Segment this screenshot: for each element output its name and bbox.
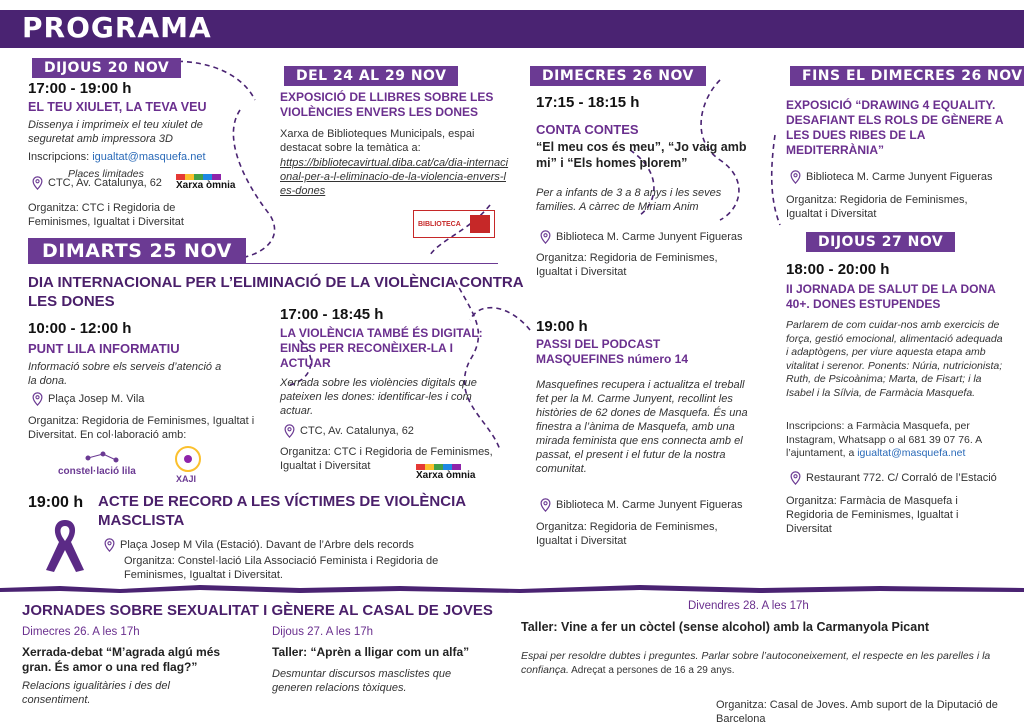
event-date: Divendres 28. A les 17h: [688, 600, 809, 612]
event-title: CONTA CONTES: [536, 122, 639, 137]
constellacio-lila-logo: [58, 448, 150, 482]
event-time: 17:00 - 18:45 h: [280, 306, 384, 323]
location-pin-icon: [540, 498, 551, 512]
event-description-main: Espai per resoldre dubtes i preguntes. Parlar sobre l’autoconeixement, el respecte en les parelles i la confiança.: [521, 650, 991, 676]
event-time: 18:00 - 20:00 h: [786, 261, 890, 278]
event-title: Taller: Vine a fer un còctel (sense alcohol) amb la Carmanyola Picant: [521, 620, 930, 634]
organizer: Organitza: Regidoria de Feminismes, Igualtat i Diversitat. En col·laboració amb:: [28, 415, 255, 441]
location-pin-icon: [284, 424, 295, 438]
location-text: Restaurant 772. C/ Corraló de l’Estació: [806, 472, 997, 484]
event-location: [32, 176, 162, 190]
event-description: Relacions igualitàries i des del consentiment.: [22, 680, 170, 706]
event-title: LA VIOLÈNCIA TAMBÉ ÉS DIGITAL: EINES PER RECONÈIXER-LA I ACTUAR: [280, 326, 483, 370]
location-text: Biblioteca M. Carme Junyent Figueras: [556, 499, 743, 511]
xarxa-logo-text: Xarxa òmnia: [416, 470, 476, 481]
xaji-logo: [170, 444, 206, 484]
footer-heading: JORNADES SOBRE SEXUALITAT I GÈNERE AL CASAL DE JOVES: [22, 602, 493, 619]
ribbon-icon: [42, 516, 88, 574]
date-badge-tue25: DIMARTS 25 NOV: [28, 238, 246, 264]
location-text: Biblioteca M. Carme Junyent Figueras: [806, 171, 993, 183]
email-link[interactable]: igualtat@masquefa.net: [857, 447, 966, 459]
event-time: 10:00 - 12:00 h: [28, 320, 132, 337]
date-badge-wed26: DIMECRES 26 NOV: [530, 66, 706, 86]
event-time: 17:15 - 18:15 h: [536, 94, 640, 111]
event-title: EXPOSICIÓ DE LLIBRES SOBRE LES VIOLÈNCIES ENVERS LES DONES: [280, 90, 494, 119]
location-text: Biblioteca M. Carme Junyent Figueras: [556, 231, 743, 243]
event-location: [540, 230, 742, 244]
organizer: Organitza: Casal de Joves. Amb suport de la Diputació de Barcelona: [716, 699, 998, 724]
location-text: CTC, Av. Catalunya, 62: [48, 177, 162, 189]
organizer: Organitza: Regidoria de Feminismes, Igualtat i Diversitat: [536, 252, 718, 278]
event-time: 19:00 h: [28, 494, 84, 511]
event-location: [540, 498, 742, 512]
event-title: II JORNADA DE SALUT DE LA DONA 40+. DONES ESTUPENDES: [786, 282, 996, 311]
logo-text: BIBLIOTECA: [418, 220, 461, 228]
inscriptions-label: Inscripcions: a Farmàcia Masquefa, per Instagram, Whatsapp o al 681 39 07 76. A l’ajuntament, a: [786, 420, 982, 459]
event-date: Dimecres 26. A les 17h: [22, 626, 140, 638]
location-pin-icon: [32, 176, 43, 190]
event-description: Xarxa de Biblioteques Municipals, espai destacat sobre la temàtica a:: [280, 128, 475, 154]
inscriptions-label: Inscripcions:: [28, 151, 93, 163]
event-description: Per a infants de 3 a 8 anys i les seves families. A càrrec de Miriam Anim: [536, 187, 722, 213]
event-title: PUNT LILA INFORMATIU: [28, 341, 180, 356]
divider: [28, 263, 498, 264]
places-note: Places limitades: [68, 168, 144, 180]
organizer: Organitza: Constel·lació Lila Associació Feminista i Regidoria de Feminismes, Igualtat i Diversitat.: [124, 555, 439, 581]
event-title: PASSI DEL PODCAST MASQUEFINES número 14: [536, 337, 689, 366]
xarxa-omnia-logo: [176, 174, 235, 191]
email-link[interactable]: igualtat@masquefa.net: [92, 151, 206, 163]
xarxa-logo-text: Xarxa òmnia: [176, 180, 236, 191]
library-building-icon: [470, 215, 490, 233]
location-text: CTC, Av. Catalunya, 62: [300, 425, 414, 437]
event-description: Desmuntar discursos masclistes que generen relacions tòxiques.: [272, 668, 452, 694]
organizer: Organitza: Farmàcia de Masquefa i Regidoria de Feminismes, Igualtat i Diversitat: [786, 495, 959, 535]
inscriptions: [28, 150, 206, 164]
event-title: ACTE DE RECORD A LES VÍCTIMES DE VIOLÈNCIA MASCLISTA: [98, 493, 466, 529]
location-pin-icon: [790, 170, 801, 184]
event-date: Dijous 27. A les 17h: [272, 626, 374, 638]
inscriptions: [786, 420, 1006, 461]
date-badge-24-29: DEL 24 AL 29 NOV: [284, 66, 458, 86]
biblioteca-logo: [413, 210, 495, 238]
bibliotheque-link[interactable]: https://bibliotecavirtual.diba.cat/ca/dia-internacional-per-a-l-eliminacio-de-la-violencia-envers-les-dones: [280, 157, 509, 197]
page-title: PROGRAMA: [22, 11, 212, 44]
location-text: Plaça Josep M. Vila: [48, 393, 145, 405]
event-subtitle: “El meu cos és meu”, “Jo vaig amb mi” i “Els homes plorem”: [536, 140, 747, 170]
event-time: 17:00 - 19:00 h: [28, 80, 132, 97]
event-description: Xerrada sobre les violències digitals que pateixen les dones: identificar-les i com actuar.: [280, 377, 477, 417]
organizer: Organitza: CTC i Regidoria de Feminismes, Igualtat i Diversitat: [280, 446, 493, 472]
section-heading: DIA INTERNACIONAL PER L’ELIMINACIÓ DE LA VIOLÈNCIA CONTRA LES DONES: [28, 274, 524, 310]
event-title: EL TEU XIULET, LA TEVA VEU: [28, 100, 207, 114]
event-title: Taller: “Aprèn a lligar com un alfa”: [272, 645, 470, 659]
event-time: 19:00 h: [536, 318, 588, 335]
event-location: [32, 392, 144, 406]
event-location: [790, 170, 992, 184]
xarxa-omnia-logo: [416, 464, 475, 481]
date-badge-thu27: DIJOUS 27 NOV: [806, 232, 955, 252]
event-location: [284, 424, 414, 438]
organizer: Organitza: Regidoria de Feminismes, Igualtat i Diversitat: [786, 194, 968, 220]
organizer: Organitza: Regidoria de Feminismes, Igualtat i Diversitat: [536, 521, 718, 547]
logo-text: XAJI: [176, 474, 197, 484]
event-description: Masquefines recupera i actualitza el treball fet per la M. Carme Junyent, recollint les històries de 62 dones de Masquefa. És una finestra a l’ànima de Masquefa, amb una mirada feminista que ens connecta amb el passat, el present i el futur de la nostra comunitat.: [536, 379, 748, 475]
age-note: Adreçat a persones de 16 a 29 anys.: [568, 664, 735, 676]
event-description: Informació sobre els serveis d’atenció a la dona.: [28, 361, 222, 387]
location-text: Plaça Josep M Vila (Estació). Davant de l’Arbre dels records: [120, 539, 414, 551]
event-description: Parlarem de com cuidar-nos amb exercicis de força, gestió emocional, alimentació adequada i adaptògens, per viure aquesta etapa amb vitalitat i serenor. Ponents: Núria, nutricionista; Ruth, de Psicoànima; Marta, de Fisart; i la Isabel i la Sílvia, de Farmàcia Masquefa.: [786, 319, 1003, 399]
xaji-network-icon: [170, 444, 206, 474]
logo-text: constel·lació lila: [58, 466, 136, 477]
event-title: EXPOSICIÓ “DRAWING 4 EQUALITY. DESAFIANT ELS ROLS DE GÈNERE A LES DUES RIBES DE LA MEDITERRÀNIA”: [786, 98, 1004, 157]
date-badge-thu20: DIJOUS 20 NOV: [32, 58, 181, 78]
event-description: Dissenya i imprimeix el teu xiulet de seguretat amb impressora 3D: [28, 119, 203, 145]
location-pin-icon: [104, 538, 115, 552]
event-location: [790, 471, 997, 485]
location-pin-icon: [540, 230, 551, 244]
location-pin-icon: [32, 392, 43, 406]
event-title: Xerrada-debat “M’agrada algú més gran. És amor o una red flag?”: [22, 645, 221, 674]
organizer: Organitza: CTC i Regidoria de Feminismes, Igualtat i Diversitat: [28, 202, 184, 228]
location-pin-icon: [790, 471, 801, 485]
event-location: [104, 538, 414, 552]
torn-divider: [0, 580, 1024, 598]
date-badge-until26: FINS EL DIMECRES 26 NOV: [790, 66, 1024, 86]
event-description: [521, 650, 1011, 677]
